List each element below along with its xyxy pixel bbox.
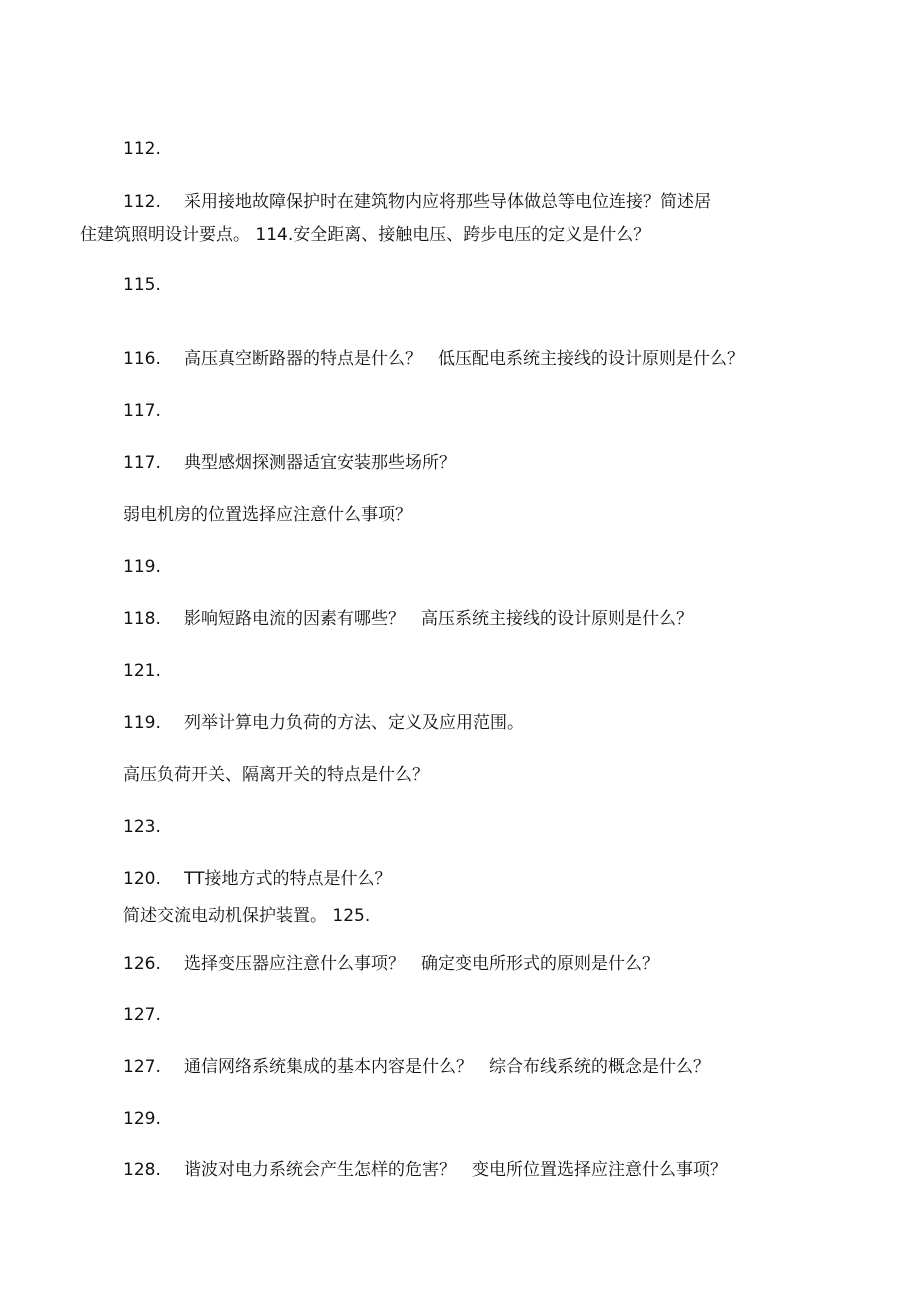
question-text: 低压配电系统主接线的设计原则是什么？ [438,349,744,369]
question-text: 选择变压器应注意什么事项？ [184,954,405,974]
item-number: 121. [123,661,161,681]
item-number: 117. [123,401,161,421]
item-number: 116. [123,349,161,369]
item-number: 119. [123,713,161,733]
question-text: 谐波对电力系统会产生怎样的危害？ [184,1160,456,1180]
question-text: 列举计算电力负荷的方法、定义及应用范围。 [184,713,524,733]
text-line [123,505,412,525]
item-number: 115. [123,275,161,295]
question-text: 住建筑照明设计要点。 114.安全距离、接触电压、跨步电压的定义是什么？ [80,225,651,245]
question-text: 采用接地故障保护时在建筑物内应将那些导体做总等电位连接？简述居 [184,192,711,212]
item-number: 118. [123,609,161,629]
text-line [80,225,650,245]
question-text: 综合布线系统的概念是什么？ [489,1057,710,1077]
item-number: 129. [123,1109,161,1129]
text-line [123,713,524,733]
text-line [123,869,391,889]
text-line [123,906,370,926]
text-line [123,609,693,629]
text-line [123,401,161,421]
item-number: 123. [123,817,161,837]
question-text: 影响短路电流的因素有哪些？ [184,609,405,629]
text-line [123,1005,161,1025]
question-text: 典型感烟探测器适宜安装那些场所？ [184,453,456,473]
item-number: 119. [123,557,161,577]
item-number: 117. [123,453,161,473]
question-text: 高压负荷开关、隔离开关的特点是什么？ [123,765,429,785]
text-line [123,453,456,473]
text-line [123,1109,161,1129]
item-number: 127. [123,1057,161,1077]
text-line [123,1160,727,1180]
question-text: 变电所位置选择应注意什么事项？ [472,1160,727,1180]
question-text: 确定变电所形式的原则是什么？ [421,954,659,974]
text-line [123,954,659,974]
text-line [123,192,711,212]
question-text: 弱电机房的位置选择应注意什么事项？ [123,505,412,525]
item-number: 127. [123,1005,161,1025]
question-text: 高压真空断路器的特点是什么？ [184,349,422,369]
text-line [123,1057,710,1077]
text-line [123,275,161,295]
item-number: 112. [123,139,161,159]
item-number: 120. [123,869,161,889]
text-line [123,349,744,369]
question-text: 高压系统主接线的设计原则是什么？ [421,609,693,629]
question-text: 简述交流电动机保护装置。 125. [123,906,371,926]
item-number: 112. [123,192,161,212]
item-number: 128. [123,1160,161,1180]
question-text: TT接地方式的特点是什么？ [184,869,392,889]
text-line [123,139,161,159]
text-line [123,661,161,681]
text-line [123,765,429,785]
text-line [123,557,161,577]
text-line [123,817,161,837]
item-number: 126. [123,954,161,974]
question-text: 通信网络系统集成的基本内容是什么？ [184,1057,473,1077]
